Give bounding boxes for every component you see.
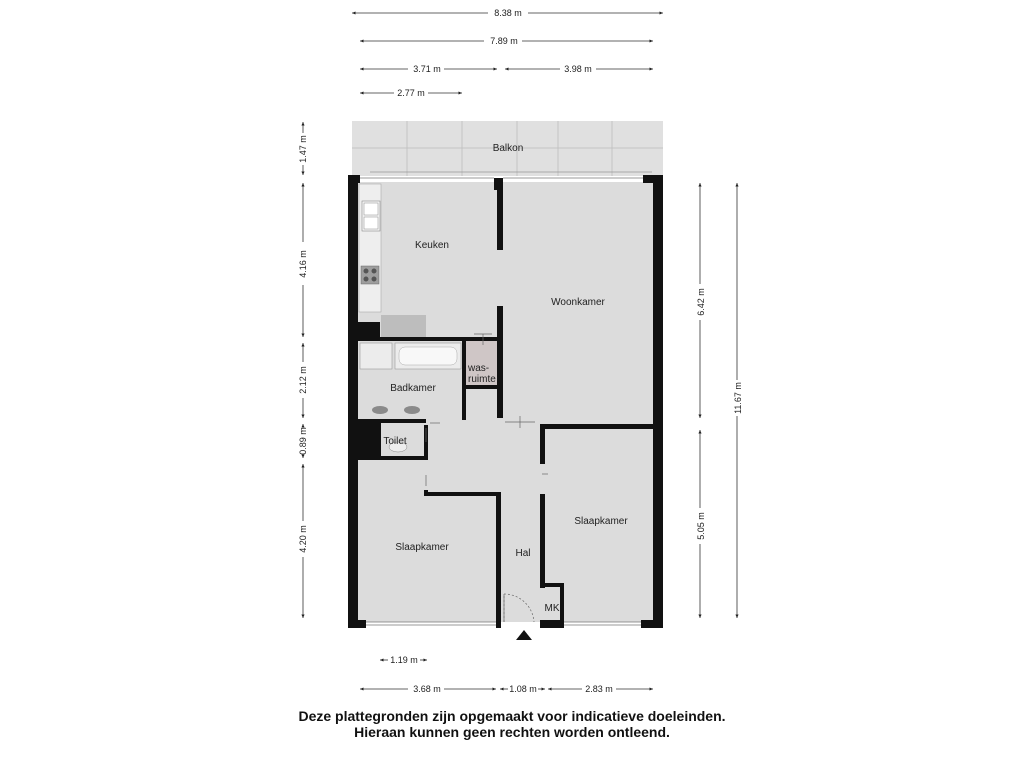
dim-right-bedroom: 5.05 m — [696, 512, 706, 540]
dim-top-left: 3.71 m — [413, 64, 441, 74]
room-label-slaapkamer-right: Slaapkamer — [574, 516, 628, 527]
room-label-woonkamer: Woonkamer — [551, 297, 605, 308]
dim-left-kitchen: 4.16 m — [298, 250, 308, 278]
room-label-mk: MK — [544, 603, 560, 614]
dim-top-inner: 7.89 m — [490, 36, 518, 46]
right-dimensions — [700, 183, 737, 618]
disclaimer-line-2: Hieraan kunnen geen rechten worden ontleend. — [354, 724, 670, 740]
dim-right-living: 6.42 m — [696, 288, 706, 316]
floor — [358, 182, 653, 622]
room-label-slaapkamer-left: Slaapkamer — [395, 542, 449, 553]
room-label-was-line1: was- — [468, 363, 490, 374]
room-label-hal: Hal — [515, 548, 531, 559]
disclaimer-line-1: Deze plattegronden zijn opgemaakt voor indicatieve doeleinden. — [298, 708, 726, 724]
dim-left-balcony: 1.47 m — [298, 135, 308, 163]
dim-bottom-hall: 1.08 m — [509, 684, 537, 694]
dim-left-bedroom: 4.20 m — [298, 525, 308, 553]
room-label-balkon: Balkon — [492, 143, 524, 154]
dim-left-toilet: 0.89 m — [298, 427, 308, 455]
entrance-arrow-icon — [516, 630, 532, 640]
dim-bottom-window: 1.19 m — [390, 655, 418, 665]
dim-bottom-bedroom-right: 2.83 m — [585, 684, 613, 694]
dim-bottom-bedroom-left: 3.68 m — [413, 684, 441, 694]
dim-left-bathroom: 2.12 m — [298, 366, 308, 394]
dim-top-right: 3.98 m — [564, 64, 592, 74]
top-dimensions — [352, 13, 663, 93]
room-label-toilet: Toilet — [383, 436, 407, 447]
room-label-badkamer: Badkamer — [390, 383, 436, 394]
room-label-keuken: Keuken — [415, 240, 449, 251]
dim-top-kitchen: 2.77 m — [397, 88, 425, 98]
dim-top-total: 8.38 m — [494, 8, 522, 18]
room-label-was-line2: ruimte — [468, 374, 496, 385]
dim-right-total: 11.67 m — [733, 382, 743, 414]
